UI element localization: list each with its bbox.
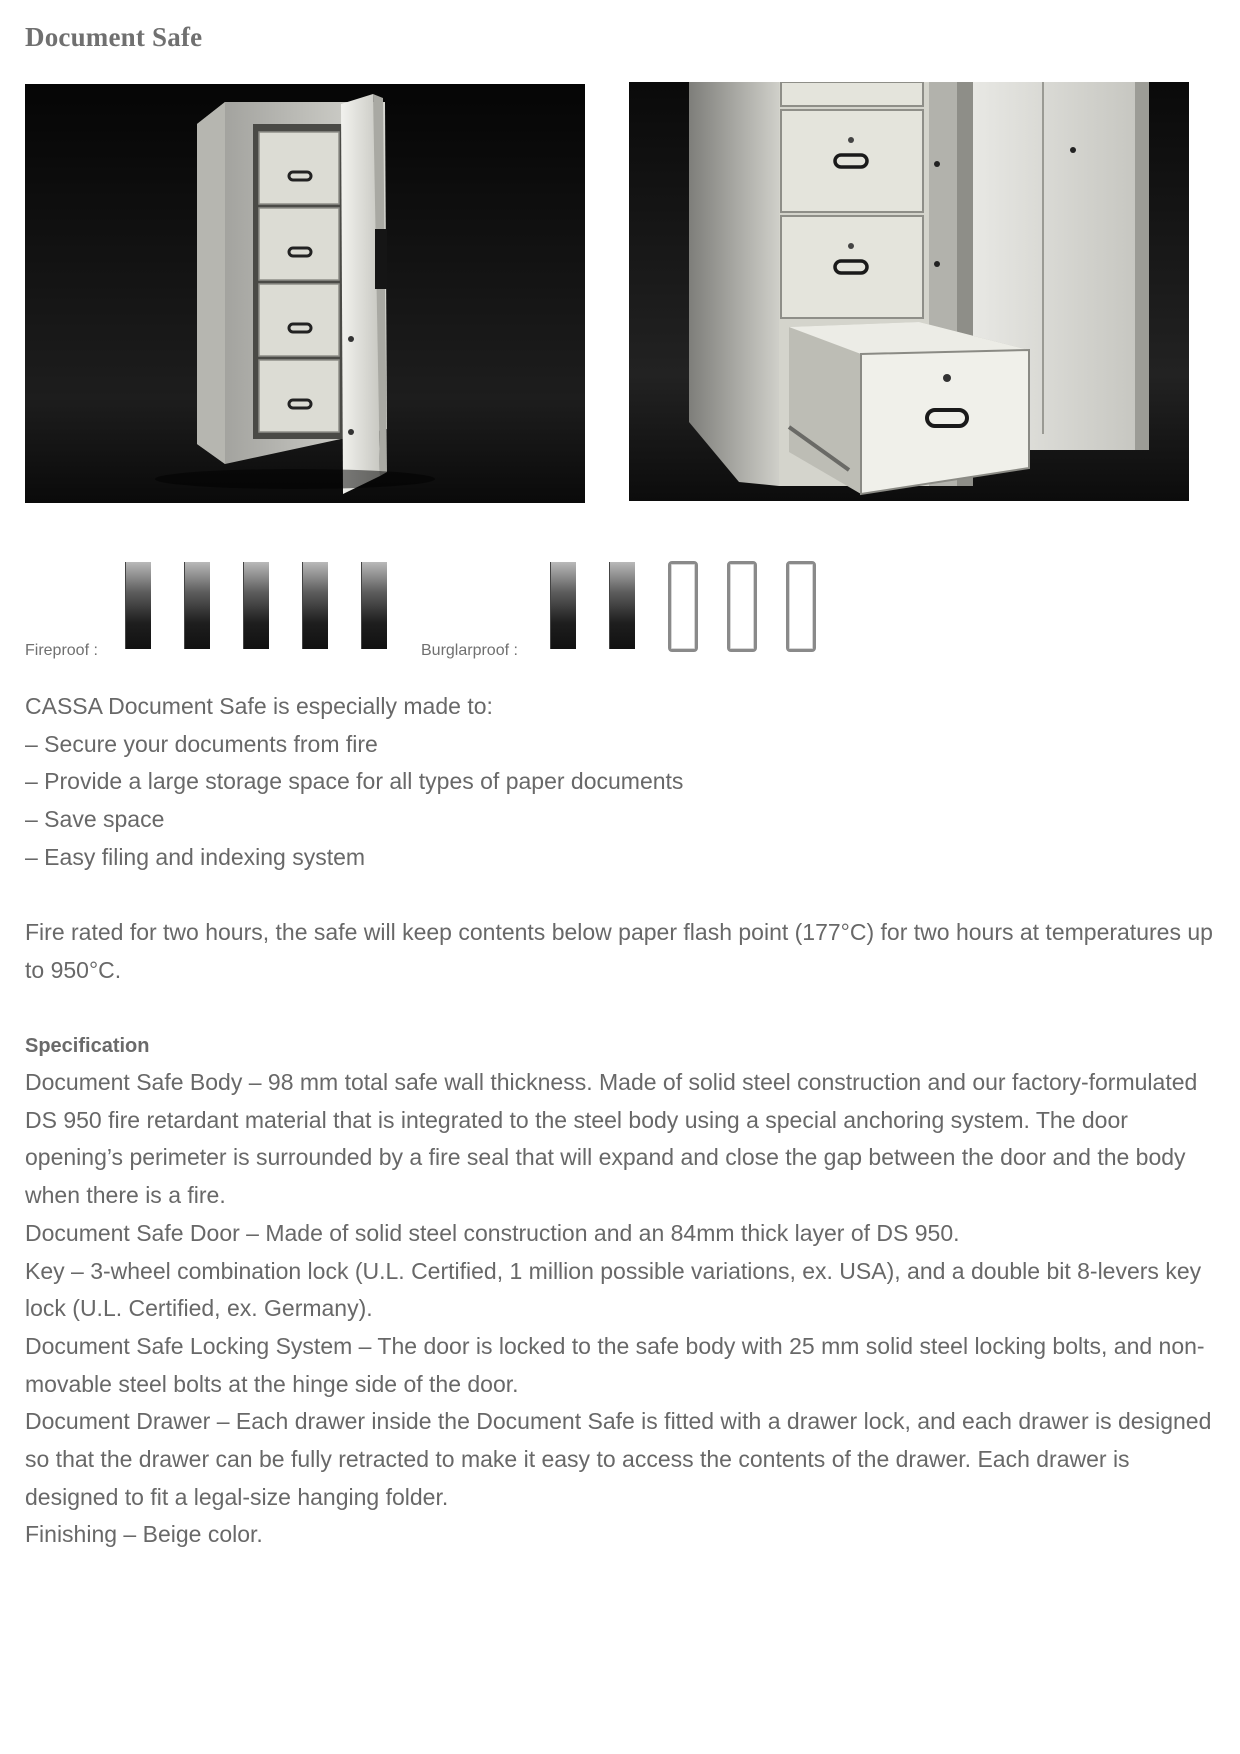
fireproof-bar-filled [243,562,269,649]
drawer-open-illustration [629,82,1189,501]
burglarproof-label: Burglarproof : [421,642,518,659]
spec-locking: Document Safe Locking System – The door is locked to the safe body with 25 mm solid steel locking bolts, and non-movable steel bolts at the hinge side of the door. [25,1332,1205,1397]
fireproof-bar-filled [184,562,210,649]
specification-section [25,1064,1215,1554]
open-safe-photo [25,84,585,503]
fire-rating-text: Fire rated for two hours, the safe will keep contents below paper flash point (177°C) for two hours at temperatures up to 950°C. [25,919,1213,983]
burglarproof-bar-filled [550,562,576,649]
fireproof-rating [125,562,395,652]
spec-finishing: Finishing – Beige color. [25,1521,263,1548]
burglarproof-rating [550,562,820,652]
burglarproof-bar-empty [668,561,698,652]
spec-drawer: Document Drawer – Each drawer inside the Document Safe is fitted with a drawer lock, and each drawer is designed so that the drawer can be fully retracted to make it easy to access the contents of the drawer. Each drawer is designed to fit a legal-size hanging folder. [25,1408,1212,1510]
burglarproof-bar-empty [727,561,757,652]
spec-door: Document Safe Door – Made of solid steel construction and an 84mm thick layer of DS 950. [25,1219,960,1246]
safe-open-door-illustration [25,84,585,503]
intro-item: – Provide a large storage space for all types of paper documents [25,768,684,795]
intro-item: – Secure your documents from fire [25,730,378,757]
page-title: Document Safe [25,22,203,52]
intro-item: – Easy filing and indexing system [25,843,366,870]
fireproof-bar-filled [361,562,387,649]
intro-item: – Save space [25,806,165,833]
spec-body: Document Safe Body – 98 mm total safe wall thickness. Made of solid steel construction and our factory-formulated DS 950 fire retardant material that is integrated to the steel body using a special anchoring system. The door opening’s perimeter is surrounded by a fire seal that will expand and close the gap between the door and the body when there is a fire. [25,1069,1198,1209]
spec-key: Key – 3-wheel combination lock (U.L. Certified, 1 million possible variations, ex. USA), and a double bit 8-levers key lock (U.L. Certified, ex. Germany). [25,1257,1202,1322]
fire-rating-paragraph [25,914,1215,989]
fireproof-bar-filled [125,562,151,649]
burglarproof-bar-filled [609,562,635,649]
specification-heading: Specification [25,1035,150,1057]
intro-lead: CASSA Document Safe is especially made to: [25,693,493,719]
fireproof-bar-filled [302,562,328,649]
fireproof-label: Fireproof : [25,642,98,659]
open-drawer-photo [629,82,1189,501]
intro-section [25,688,1215,877]
burglarproof-bar-empty [786,561,816,652]
